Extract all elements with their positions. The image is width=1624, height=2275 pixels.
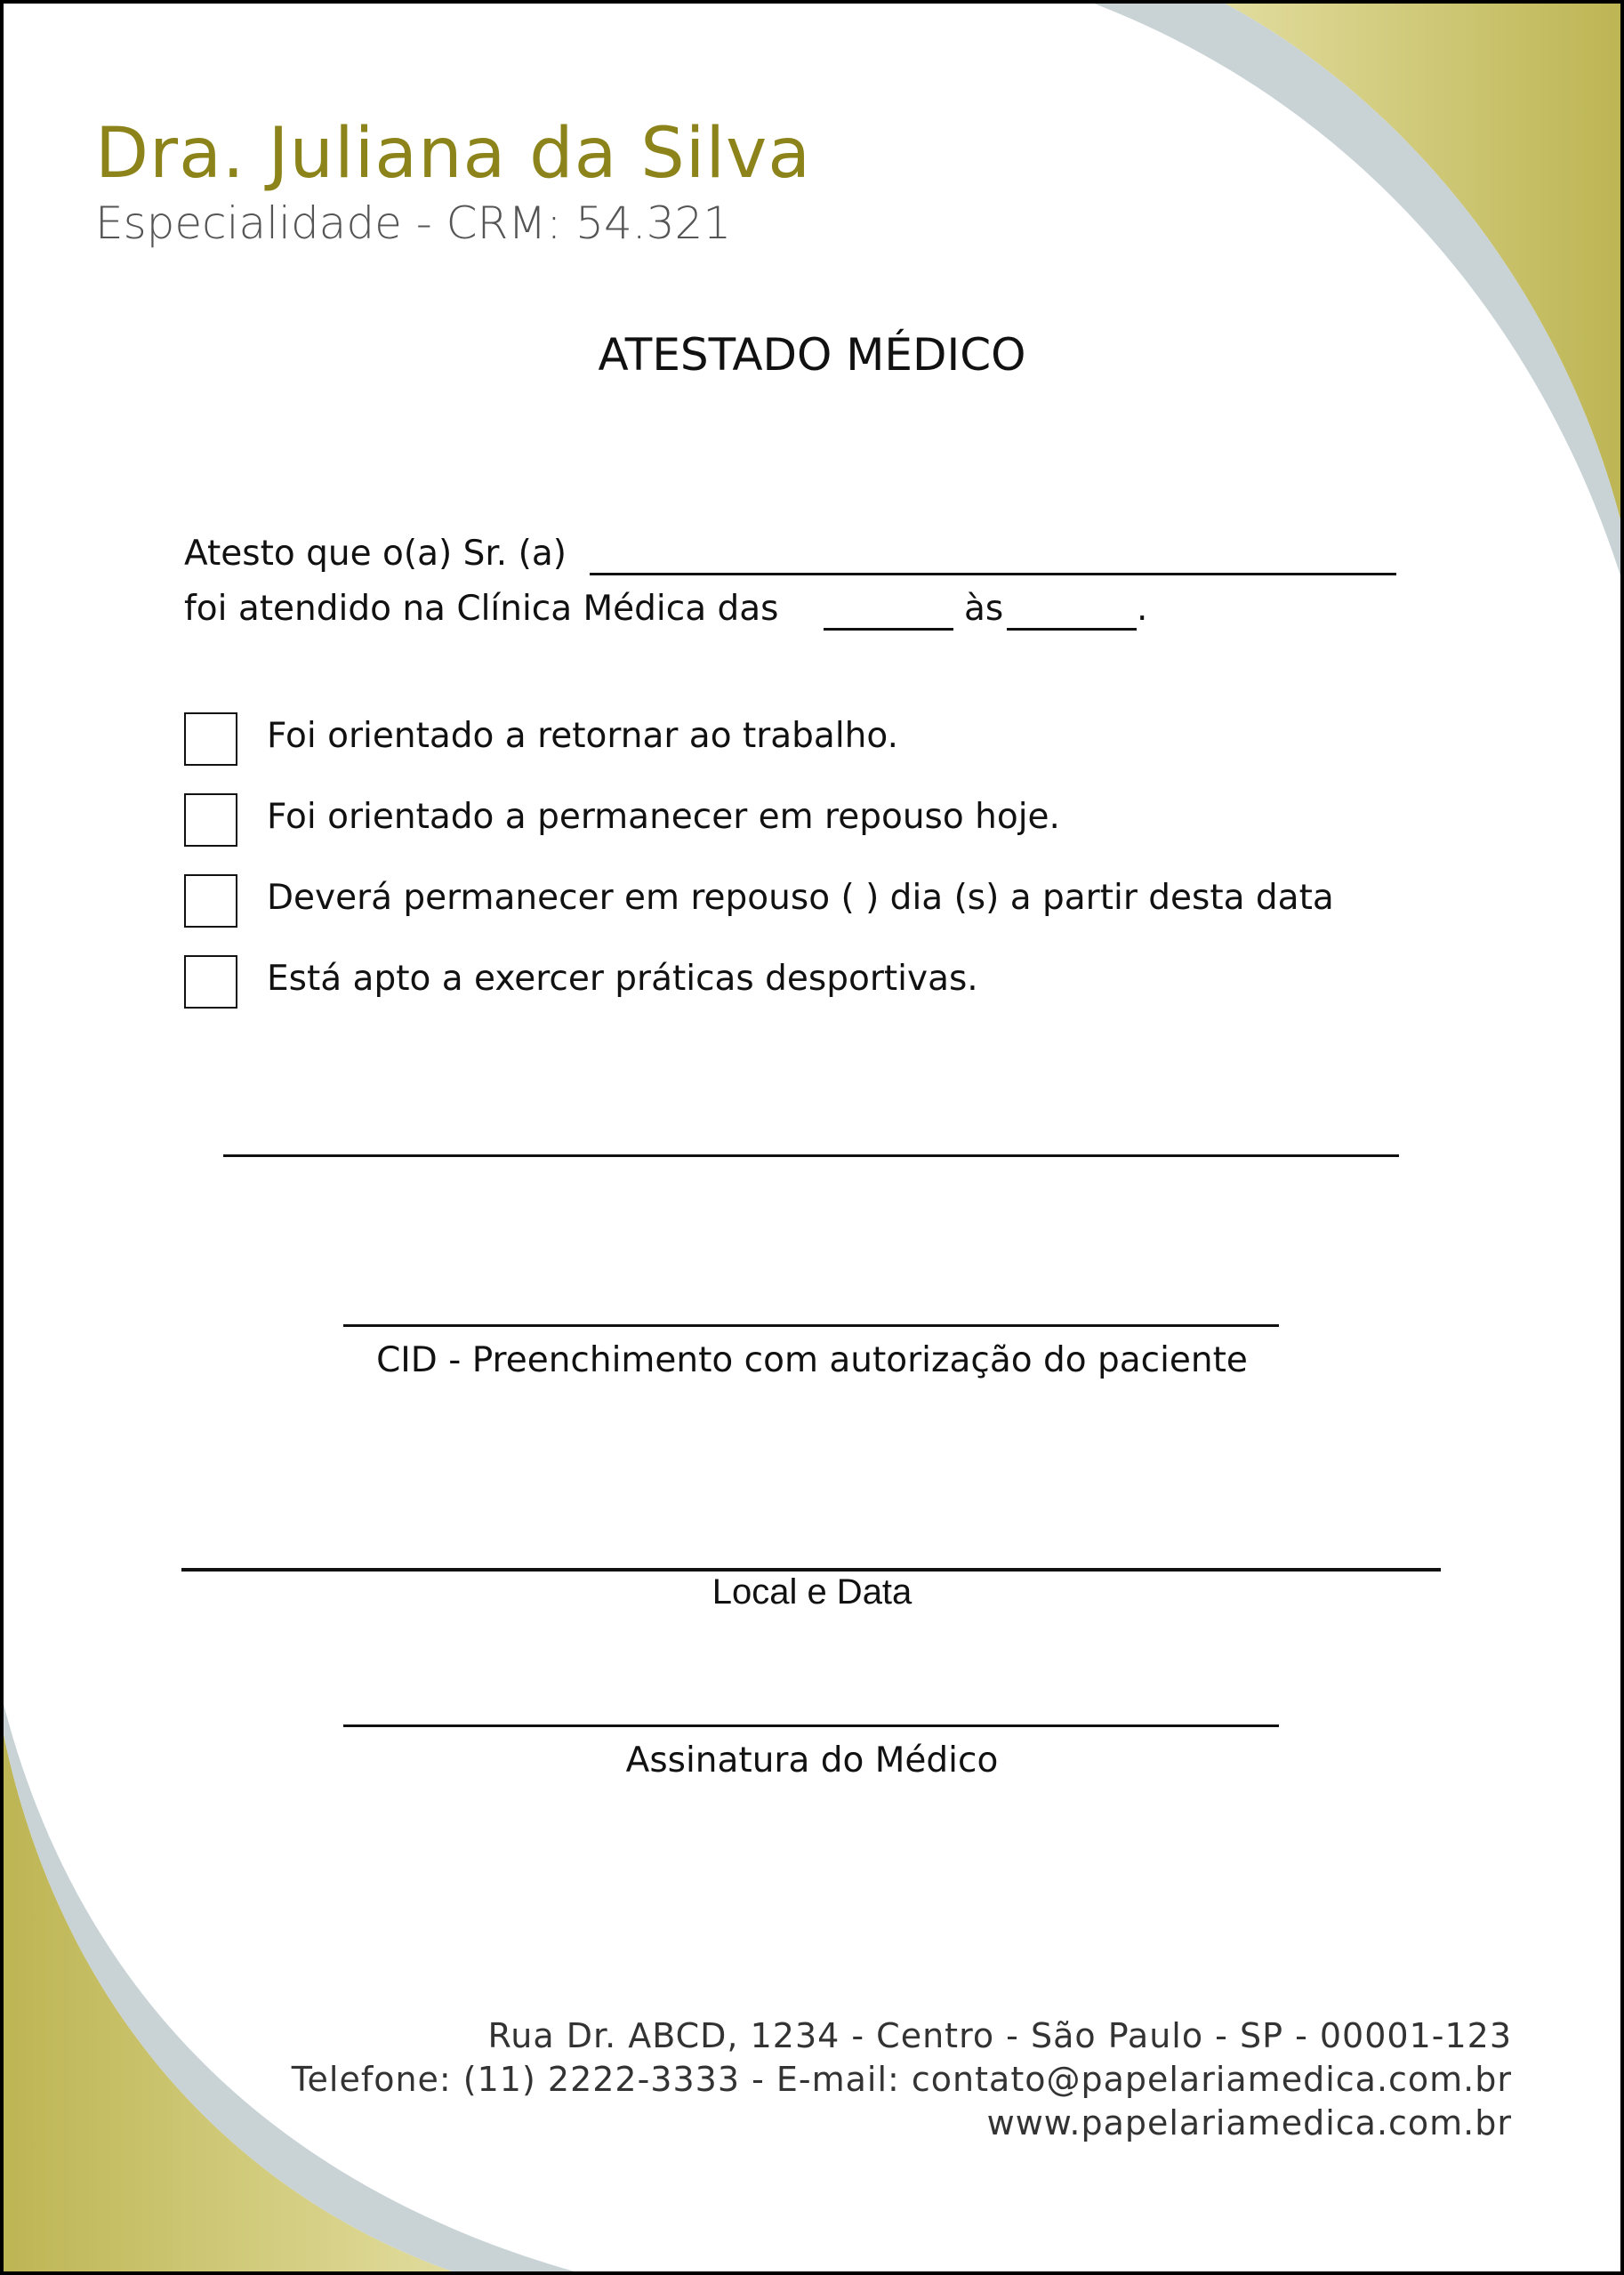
option-rest-days: Deverá permanecer em repouso ( ) dia (s) a partir desta data — [267, 878, 1334, 918]
cid-label: CID - Preenchimento com autorização do paciente — [376, 1340, 1248, 1380]
footer-address: Rua Dr. ABCD, 1234 - Centro - São Paulo - SP - 00001-123 — [487, 2016, 1512, 2055]
local-date-label: Local e Data — [712, 1572, 912, 1612]
local-date-field[interactable] — [181, 1568, 1441, 1572]
signature-field[interactable] — [343, 1724, 1279, 1727]
document-title: ATESTADO MÉDICO — [598, 329, 1026, 381]
specialty-crm: Especialidade - CRM: 54.321 — [95, 197, 732, 249]
footer-contact: Telefone: (11) 2222-3333 - E-mail: contato@papelariamedica.com.br — [291, 2060, 1512, 2099]
option-return-to-work: Foi orientado a retornar ao trabalho. — [267, 716, 898, 756]
sports-fit-checkbox[interactable] — [184, 955, 237, 1009]
rest-today-checkbox[interactable] — [184, 793, 237, 847]
cid-field[interactable] — [343, 1324, 1279, 1327]
return-to-work-checkbox[interactable] — [184, 712, 237, 766]
footer-website: www.papelariamedica.com.br — [986, 2103, 1512, 2142]
rest-days-checkbox[interactable] — [184, 874, 237, 928]
notes-field[interactable] — [223, 1154, 1399, 1157]
patient-statement-label: Atesto que o(a) Sr. (a) — [184, 534, 567, 574]
time-to-field[interactable] — [1007, 628, 1137, 631]
option-sports-fit: Está apto a exercer práticas desportivas. — [267, 959, 978, 999]
doctor-name: Dra. Juliana da Silva — [95, 114, 812, 194]
patient-name-field[interactable] — [590, 573, 1396, 575]
signature-label: Assinatura do Médico — [625, 1740, 999, 1781]
time-from-field[interactable] — [824, 628, 953, 631]
time-separator-label: às — [964, 589, 1004, 629]
period-mark: . — [1137, 589, 1148, 629]
option-rest-today: Foi orientado a permanecer em repouso hoje. — [267, 797, 1060, 837]
attendance-label: foi atendido na Clínica Médica das — [184, 589, 779, 629]
